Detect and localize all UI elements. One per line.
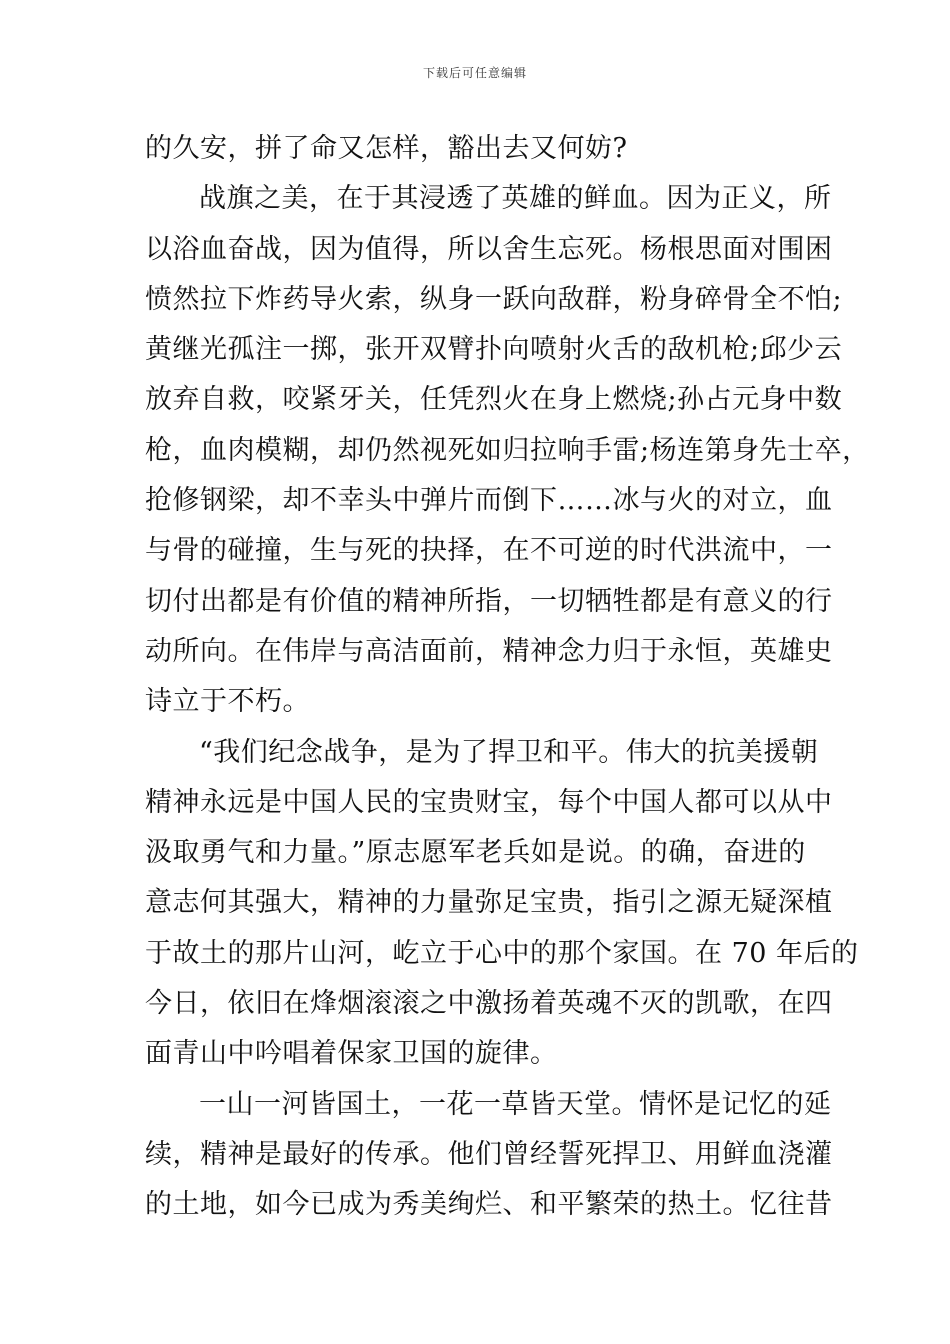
- paragraph-start-line: 一山一河皆国土，一花一草皆天堂。情怀是记忆的延: [199, 1088, 832, 1120]
- page-header: 下载后可任意编辑: [422, 66, 527, 80]
- text-line: 愤然拉下炸药导火索，纵身一跃向敌群，粉身碎骨全不怕;: [145, 283, 843, 315]
- text-line: 与骨的碰撞，生与死的抉择，在不可逆的时代洪流中，一: [145, 535, 833, 567]
- text-line: 放弃自救，咬紧牙关，任凭烈火在身上燃烧;孙占元身中数: [145, 384, 843, 416]
- document-body: [145, 124, 870, 1231]
- text-line: 动所向。在伟岸与高洁面前，精神念力归于永恒，英雄史: [145, 635, 833, 667]
- paragraph-start-line: 战旗之美，在于其浸透了英雄的鲜血。因为正义，所: [199, 183, 832, 215]
- text-line: 于故土的那片山河，屹立于心中的那个家国。在 70 年后的: [145, 937, 859, 969]
- paragraph-start-line: “我们纪念战争，是为了捍卫和平。伟大的抗美援朝: [199, 736, 819, 768]
- text-line: 面青山中吟唱着保家卫国的旋律。: [145, 1038, 558, 1070]
- text-line: 切付出都是有价值的精神所指，一切牺牲都是有意义的行: [145, 585, 833, 617]
- text-line: 意志何其强大，精神的力量弥足宝贵，指引之源无疑深植: [145, 887, 833, 919]
- text-line: 诗立于不朽。: [145, 686, 310, 718]
- text-line: 精神永远是中国人民的宝贵财宝，每个中国人都可以从中: [145, 786, 833, 818]
- text-line: 的土地，如今已成为秀美绚烂、和平繁荣的热土。忆往昔: [145, 1189, 833, 1221]
- text-line: 汲取勇气和力量。”原志愿军老兵如是说。的确，奋进的: [145, 837, 806, 869]
- text-line: 续，精神是最好的传承。他们曾经誓死捍卫、用鲜血浇灌: [145, 1138, 833, 1170]
- text-line: 抢修钢梁，却不幸头中弹片而倒下……冰与火的对立，血: [145, 485, 833, 517]
- text-line: 以浴血奋战，因为值得，所以舍生忘死。杨根思面对围困: [145, 233, 833, 265]
- text-line: 枪，血肉模糊，却仍然视死如归拉响手雷;杨连第身先士卒，: [145, 434, 870, 466]
- text-line: 的久安，拼了命又怎样，豁出去又何妨?: [145, 133, 628, 164]
- text-line: 今日，依旧在烽烟滚滚之中激扬着英魂不灭的凯歌，在四: [145, 988, 833, 1020]
- text-line: 黄继光孤注一掷，张开双臂扑向喷射火舌的敌机枪;邱少云: [145, 334, 843, 366]
